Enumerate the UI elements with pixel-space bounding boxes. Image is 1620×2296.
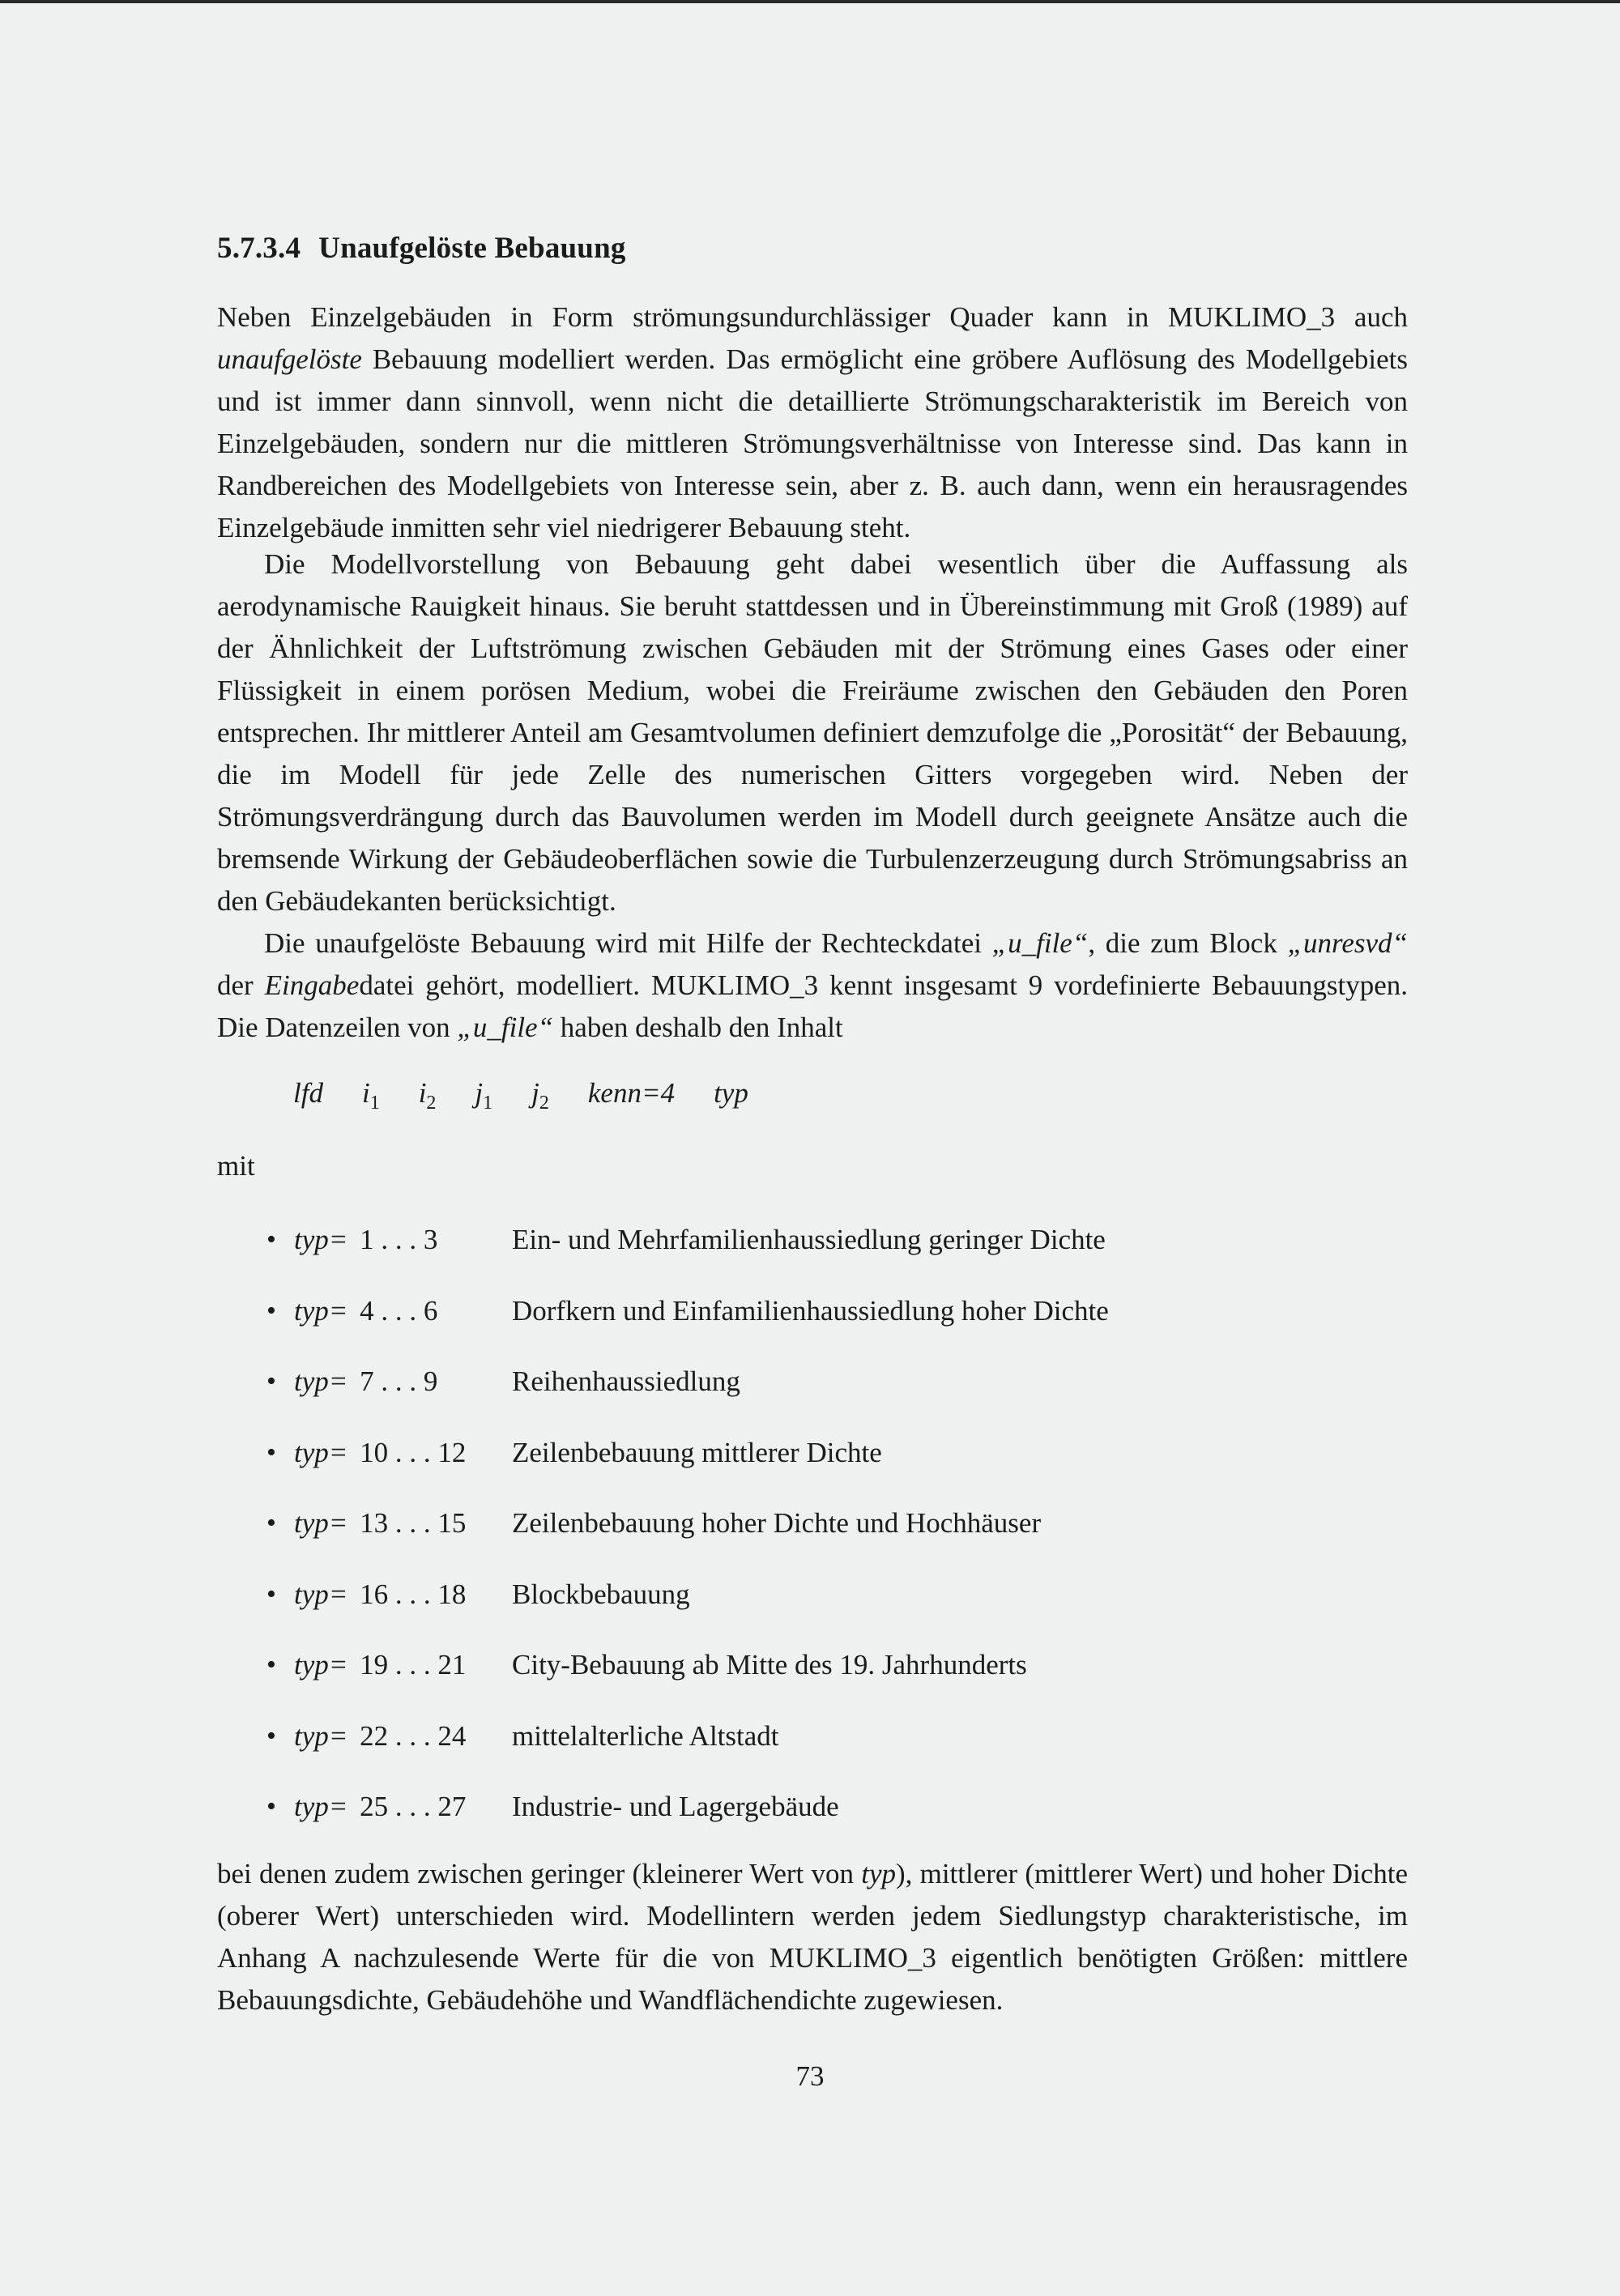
data-line-formula xyxy=(293,1077,787,1114)
list-item xyxy=(262,1290,1412,1361)
formula-kenn: kenn=4 xyxy=(587,1077,676,1109)
p3-text-i: haben deshalb den Inhalt xyxy=(553,1012,843,1043)
paragraph-2 xyxy=(217,543,1408,922)
list-item xyxy=(262,1432,1412,1503)
formula-i2-var: i xyxy=(418,1077,427,1109)
scan-edge xyxy=(0,0,1620,3)
p3-text-e: der xyxy=(217,969,265,1001)
p4-text-c: ), mittlerer (mittlerer Wert) und hoher Dichte (oberer Wert) unterschieden wird. Modellintern werden jedem Siedlungstyp charakteristische, im Anhang A nachzulesende Werte für die von MUKLIMO_3 eigentlich benötigten Größen: mittlere Bebauungsdichte, Gebäudehöhe und Wandflächendichte zugewiesen. xyxy=(217,1858,1408,2016)
type-range xyxy=(294,1715,466,1757)
section-number: 5.7.3.4 xyxy=(217,232,301,265)
type-range-value: 22 . . . 24 xyxy=(352,1719,467,1752)
paragraph-1 xyxy=(217,296,1408,549)
bullet-icon: • xyxy=(266,1508,276,1538)
type-range-value: 1 . . . 3 xyxy=(352,1224,438,1255)
type-list xyxy=(262,1219,1412,1857)
type-range xyxy=(294,1574,466,1616)
type-label: typ= xyxy=(294,1578,348,1610)
type-description: Industrie- und Lagergebäude xyxy=(512,1791,839,1822)
paragraph-4 xyxy=(217,1853,1408,2021)
list-item xyxy=(262,1715,1412,1787)
type-range xyxy=(294,1361,437,1403)
p3-italic-u-file: „u_file“ xyxy=(991,927,1089,959)
p1-text-a: Neben Einzelgebäuden in Form strömungsundurchlässiger Quader kann in MUKLIMO_3 auch xyxy=(217,301,1408,333)
type-description: Zeilenbebauung hoher Dichte und Hochhäuser xyxy=(512,1507,1042,1539)
type-description: Dorfkern und Einfamilienhaussiedlung hoher Dichte xyxy=(512,1294,1109,1327)
formula-i1-var: i xyxy=(361,1077,370,1109)
type-label: typ= xyxy=(294,1719,348,1752)
type-label: typ= xyxy=(294,1224,348,1255)
p3-italic-u-file-2: „u_file“ xyxy=(457,1012,554,1043)
bullet-icon: • xyxy=(266,1791,276,1821)
type-description: Reihenhaussiedlung xyxy=(512,1365,740,1397)
bullet-icon: • xyxy=(266,1578,276,1609)
formula-j1-var: j xyxy=(475,1077,484,1109)
bullet-icon: • xyxy=(266,1366,276,1396)
formula-j2-sub: 2 xyxy=(539,1093,549,1114)
formula-j2 xyxy=(531,1077,549,1114)
p1-italic-unaufgeloeste: unaufgelöste xyxy=(217,343,362,375)
type-description: mittelalterliche Altstadt xyxy=(512,1719,779,1752)
bullet-icon: • xyxy=(266,1720,276,1751)
p3-text-g: datei gehört, modelliert. MUKLIMO_3 kennt insgesamt 9 vordefinierte Bebauungstypen. Die Datenzeilen von xyxy=(217,969,1408,1043)
list-item xyxy=(262,1644,1412,1715)
type-range-value: 16 . . . 18 xyxy=(352,1578,467,1610)
type-range xyxy=(294,1432,466,1474)
formula-j1-sub: 1 xyxy=(483,1093,493,1114)
type-label: typ= xyxy=(294,1649,348,1680)
paragraph-3 xyxy=(217,922,1408,1049)
type-label: typ= xyxy=(294,1507,348,1539)
formula-i2 xyxy=(419,1077,437,1114)
type-label: typ= xyxy=(294,1436,348,1468)
type-range xyxy=(294,1502,466,1544)
section-title: Unaufgelöste Bebauung xyxy=(318,232,626,265)
formula-i1 xyxy=(362,1077,380,1114)
type-range-value: 7 . . . 9 xyxy=(352,1365,438,1397)
type-description: Ein- und Mehrfamilienhaussiedlung geringer Dichte xyxy=(512,1224,1106,1255)
formula-lfd: lfd xyxy=(293,1077,323,1109)
p3-text-a: Die unaufgelöste Bebauung wird mit Hilfe der Rechteckdatei xyxy=(264,927,992,959)
type-description: Blockbebauung xyxy=(512,1578,690,1610)
p3-italic-eingabe: Eingabe xyxy=(264,969,360,1001)
list-item xyxy=(262,1502,1412,1574)
list-item xyxy=(262,1786,1412,1857)
type-description: City-Bebauung ab Mitte des 19. Jahrhunderts xyxy=(512,1649,1027,1680)
list-item xyxy=(262,1574,1412,1645)
list-item xyxy=(262,1219,1412,1290)
mit-label: mit xyxy=(217,1150,255,1182)
section-heading xyxy=(217,231,626,266)
formula-i2-sub: 2 xyxy=(426,1093,437,1114)
type-range xyxy=(294,1290,437,1332)
type-range-value: 10 . . . 12 xyxy=(352,1436,467,1468)
type-label: typ= xyxy=(294,1365,348,1397)
type-range-value: 19 . . . 21 xyxy=(352,1649,467,1680)
formula-j1 xyxy=(475,1077,492,1114)
bullet-icon: • xyxy=(266,1437,276,1467)
p3-italic-unresvd: „unresvd“ xyxy=(1287,927,1409,959)
type-range xyxy=(294,1786,466,1828)
type-label: typ= xyxy=(294,1294,348,1327)
page-number: 73 xyxy=(795,2060,825,2092)
type-range-value: 13 . . . 15 xyxy=(352,1507,467,1539)
formula-j2-var: j xyxy=(531,1077,539,1109)
p3-text-c: , die zum Block xyxy=(1088,927,1288,959)
p1-text-c: Bebauung modelliert werden. Das ermöglicht eine gröbere Auflösung des Modellgebiets und ist immer dann sinnvoll, wenn nicht die detaillierte Strömungscharakteristik im Bereich von Einzelgebäuden, sondern nur die mittleren Strömungsverhältnisse von Interesse sind. Das kann in Randbereichen des Modellgebiets von Interesse sein, aber z. B. auch dann, wenn ein herausragendes Einzelgebäude inmitten sehr viel niedrigerer Bebauung steht. xyxy=(217,343,1408,543)
type-range xyxy=(294,1219,437,1261)
bullet-icon: • xyxy=(266,1650,276,1680)
type-range-value: 4 . . . 6 xyxy=(352,1294,438,1327)
bullet-icon: • xyxy=(266,1295,276,1326)
p4-text-a: bei denen zudem zwischen geringer (kleinerer Wert von xyxy=(217,1858,862,1889)
formula-typ: typ xyxy=(714,1077,748,1109)
type-range xyxy=(294,1644,466,1686)
p4-italic-typ: typ xyxy=(861,1858,896,1889)
type-range-value: 25 . . . 27 xyxy=(352,1791,467,1822)
type-label: typ= xyxy=(294,1791,348,1822)
formula-i1-sub: 1 xyxy=(369,1093,380,1114)
bullet-icon: • xyxy=(266,1225,276,1254)
list-item xyxy=(262,1361,1412,1432)
type-description: Zeilenbebauung mittlerer Dichte xyxy=(512,1436,882,1468)
p2-text: Die Modellvorstellung von Bebauung geht dabei wesentlich über die Auffassung als aerodynamische Rauigkeit hinaus. Sie beruht stattdessen und in Übereinstimmung mit Groß (1989) auf der Ähnlichkeit der Luftströmung zwischen Gebäuden mit der Strömung eines Gases oder einer Flüssigkeit in einem porösen Medium, wobei die Freiräume zwischen den Gebäuden den Poren entsprechen. Ihr mittlerer Anteil am Gesamtvolumen definiert demzufolge die „Porosität“ der Bebauung, die im Modell für jede Zelle des numerischen Gitters vorgegeben wird. Neben der Strömungsverdrängung durch das Bauvolumen werden im Modell durch geeignete Ansätze auch die bremsende Wirkung der Gebäudeoberflächen sowie die Turbulenzerzeugung durch Strömungsabriss an den Gebäudekanten berücksichtigt. xyxy=(217,548,1408,917)
